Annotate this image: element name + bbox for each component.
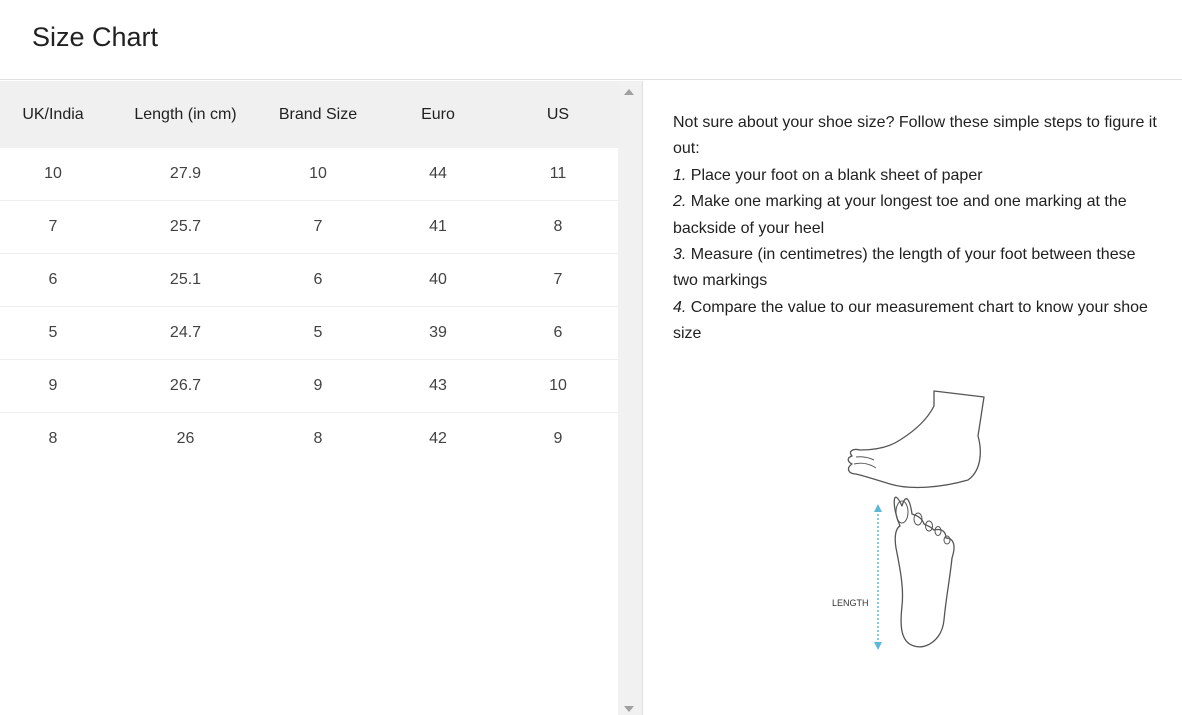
instruction-step-3 [673,242,1163,295]
step-text: Measure (in centimetres) the length of your foot between these two markings [673,246,1136,290]
column-header-uk-india: UK/India [22,106,84,123]
column-header-length: Length (in cm) [134,106,237,123]
cell-uk-india: 7 [48,218,58,235]
cell-length: 26.7 [169,377,202,394]
page-title: Size Chart [32,22,159,52]
cell-us: 7 [553,271,563,288]
cell-length: 27.9 [169,165,202,182]
step-text: Compare the value to our measurement chart to know your shoe size [673,298,1148,343]
table-row [0,307,618,360]
instructions-panel [673,110,1163,348]
table-row [0,201,618,254]
cell-uk-india: 8 [48,430,58,447]
cell-length: 25.1 [169,271,202,288]
table-body [0,148,618,466]
table-row [0,148,618,201]
length-label: LENGTH [832,598,869,608]
step-text: Make one marking at your longest toe and one marking at the backside of your heel [673,193,1127,237]
cell-euro: 44 [429,165,447,182]
step-number: 3. [673,246,687,264]
size-table [0,81,618,715]
cell-euro: 43 [429,377,447,394]
column-header-us: US [546,106,570,123]
header [0,0,1182,80]
step-text: Place your foot on a blank sheet of paper [690,166,983,184]
cell-us: 9 [553,430,563,447]
instructions-intro: Not sure about your shoe size? Follow these simple steps to figure it out: [673,114,1157,158]
cell-brand-size: 10 [309,165,327,182]
side-foot-outline [848,391,984,487]
cell-euro: 40 [429,271,447,288]
cell-us: 11 [549,165,567,182]
table-scrollbar[interactable] [618,81,642,715]
cell-uk-india: 6 [48,271,58,288]
cell-brand-size: 9 [313,377,323,394]
instruction-step-4 [673,295,1163,348]
table-row [0,413,618,466]
instruction-step-1 [673,163,1163,189]
cell-uk-india: 5 [48,324,58,341]
step-number: 2. [673,193,687,211]
cell-us: 6 [553,324,563,341]
cell-brand-size: 8 [313,430,323,447]
cell-brand-size: 5 [313,324,323,341]
table-row [0,360,618,413]
top-foot-outline [894,497,954,647]
cell-euro: 41 [429,218,447,235]
column-header-euro: Euro [421,106,455,123]
scroll-up-arrow-icon[interactable] [624,89,634,95]
step-number: 4. [673,298,687,316]
cell-us: 10 [549,377,567,394]
cell-length: 25.7 [169,218,202,235]
cell-brand-size: 6 [313,271,323,288]
cell-us: 8 [553,218,563,235]
cell-euro: 42 [429,430,447,447]
scroll-down-arrow-icon[interactable] [624,706,634,712]
table-row [0,254,618,307]
instruction-step-2 [673,189,1163,242]
size-table-pane[interactable] [0,81,643,715]
cell-uk-india: 10 [44,165,62,182]
foot-measure-svg [830,388,990,653]
cell-euro: 39 [429,324,447,341]
cell-length: 26 [176,430,195,447]
cell-brand-size: 7 [313,218,323,235]
column-header-brand-size: Brand Size [278,106,358,123]
cell-length: 24.7 [169,324,202,341]
table-header [0,81,618,148]
foot-measure-icon [830,388,990,653]
cell-uk-india: 9 [48,377,58,394]
step-number: 1. [673,166,687,184]
